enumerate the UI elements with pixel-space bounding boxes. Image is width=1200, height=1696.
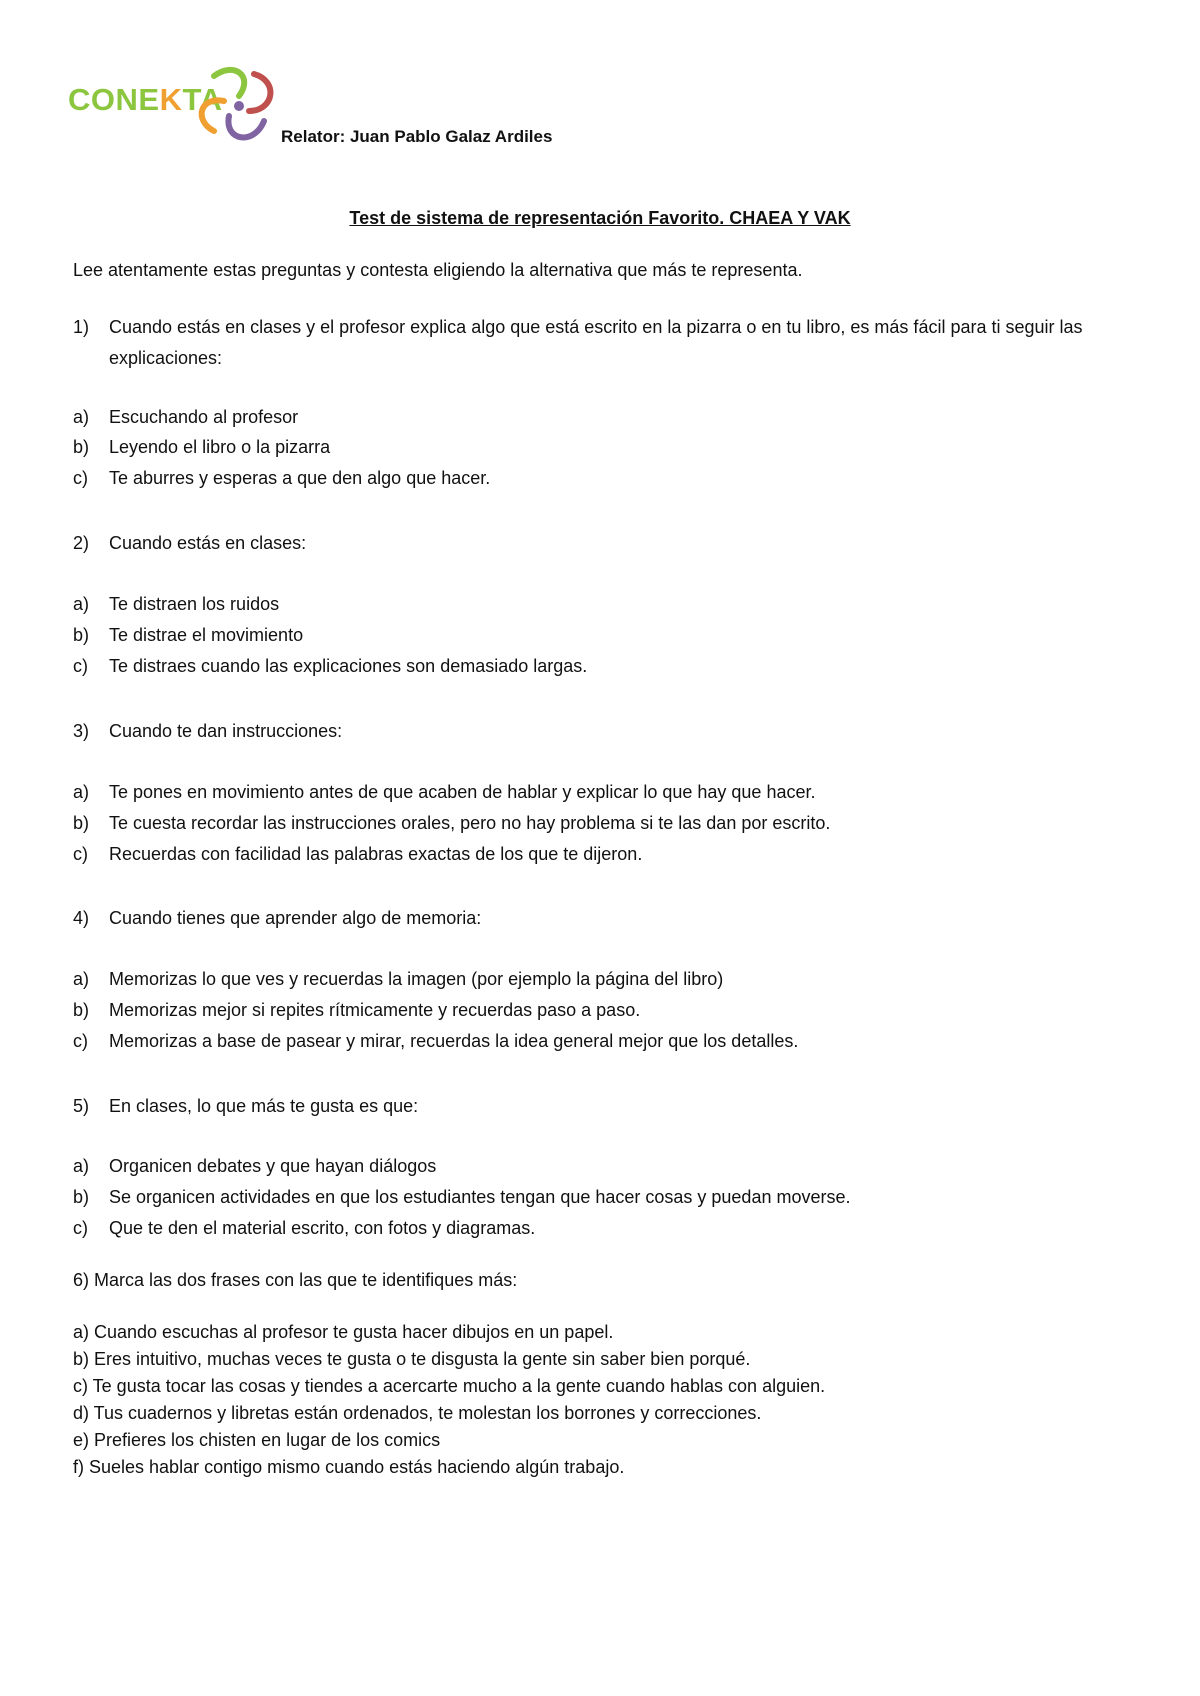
option-text: Que te den el material escrito, con fotos y diagramas.: [109, 1218, 536, 1238]
instructions-text: Lee atentamente estas preguntas y contesta eligiendo la alternativa que más te representa.: [73, 260, 803, 280]
question-6-option-c[interactable]: c) Te gusta tocar las cosas y tiendes a acercarte mucho a la gente cuando hablas con alguien.: [73, 1376, 826, 1396]
option-letter: a): [73, 782, 90, 802]
option-letter: b): [73, 437, 90, 457]
option-text: Te distraes cuando las explicaciones son demasiado largas.: [109, 656, 588, 676]
question-6-heading: 6) Marca las dos frases con las que te identifiques más:: [73, 1270, 518, 1290]
option-letter: b): [73, 625, 90, 645]
option-letter: c): [73, 1031, 88, 1051]
option-text: Se organicen actividades en que los estudiantes tengan que hacer cosas y puedan moverse.: [109, 1187, 851, 1207]
option-text: Te aburres y esperas a que den algo que hacer.: [109, 468, 491, 488]
question-text: Cuando estás en clases:: [109, 533, 307, 553]
option-letter: c): [73, 656, 88, 676]
option-text: Escuchando al profesor: [109, 407, 299, 427]
question-text: En clases, lo que más te gusta es que:: [109, 1096, 419, 1116]
option-text: Te distrae el movimiento: [109, 625, 304, 645]
option-text: Recuerdas con facilidad las palabras exactas de los que te dijeron.: [109, 844, 643, 864]
question-6-option-d[interactable]: d) Tus cuadernos y libretas están ordenados, te molestan los borrones y correcciones.: [73, 1403, 762, 1423]
option-letter: b): [73, 1000, 90, 1020]
question-number: 3): [73, 721, 90, 741]
option-letter: c): [73, 1218, 88, 1238]
question-number: 5): [73, 1096, 90, 1116]
question-6-option-a[interactable]: a) Cuando escuchas al profesor te gusta hacer dibujos en un papel.: [73, 1322, 614, 1342]
option-text: Memorizas lo que ves y recuerdas la imagen (por ejemplo la página del libro): [109, 969, 724, 989]
option-text: Te distraen los ruidos: [109, 594, 280, 614]
question-6-option-f[interactable]: f) Sueles hablar contigo mismo cuando estás haciendo algún trabajo.: [73, 1457, 625, 1477]
option-letter: c): [73, 844, 88, 864]
option-letter: b): [73, 1187, 90, 1207]
option-text: Memorizas mejor si repites rítmicamente y recuerdas paso a paso.: [109, 1000, 641, 1020]
question-number: 4): [73, 908, 90, 928]
option-letter: b): [73, 813, 90, 833]
logo-swirl-icon: [194, 66, 284, 146]
question-number: 2): [73, 533, 90, 553]
logo-wordmark: CONEKTA: [68, 82, 223, 117]
question-6-option-e[interactable]: e) Prefieres los chisten en lugar de los comics: [73, 1430, 441, 1450]
relator-name: Relator: Juan Pablo Galaz Ardiles: [281, 127, 553, 146]
option-letter: a): [73, 407, 90, 427]
option-text: Leyendo el libro o la pizarra: [109, 437, 331, 457]
question-number: 1): [73, 317, 90, 337]
option-letter: a): [73, 594, 90, 614]
option-text: Te cuesta recordar las instrucciones orales, pero no hay problema si te las dan por escrito.: [109, 813, 831, 833]
question-text: Cuando te dan instrucciones:: [109, 721, 343, 741]
option-text: Memorizas a base de pasear y mirar, recuerdas la idea general mejor que los detalles.: [109, 1031, 799, 1051]
option-letter: a): [73, 1156, 90, 1176]
option-text: Te pones en movimiento antes de que acaben de hablar y explicar lo que hay que hacer.: [109, 782, 816, 802]
question-text: Cuando tienes que aprender algo de memoria:: [109, 908, 482, 928]
option-text: Organicen debates y que hayan diálogos: [109, 1156, 437, 1176]
conekta-logo: [68, 66, 288, 146]
question-6-option-b[interactable]: b) Eres intuitivo, muchas veces te gusta o te disgusta la gente sin saber bien porqué.: [73, 1349, 751, 1369]
option-letter: c): [73, 468, 88, 488]
question-text: Cuando estás en clases y el profesor explica algo que está escrito en la pizarra o en tu libro, es más fácil para ti seguir las explicaciones:: [109, 317, 1083, 368]
option-letter: a): [73, 969, 90, 989]
page-title: Test de sistema de representación Favorito. CHAEA Y VAK: [349, 208, 851, 228]
